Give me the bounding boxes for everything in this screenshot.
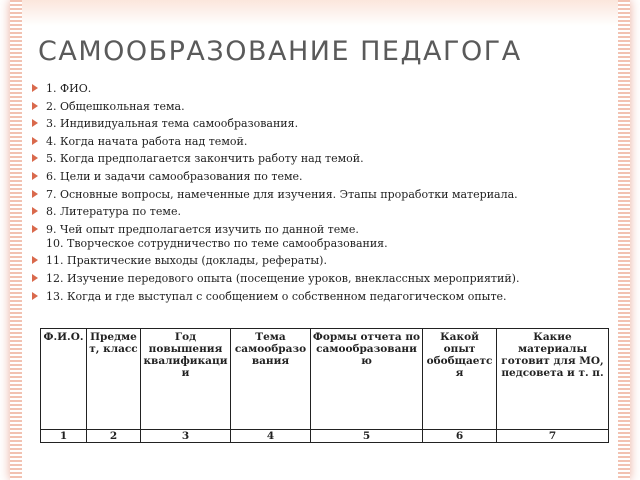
list-item (30, 205, 614, 219)
list-item-text: 1. ФИО. (46, 82, 92, 95)
bullet-icon (32, 207, 38, 215)
list-item-text: 12. Изучение передового опыта (посещение уроков, внеклассных мероприятий). (46, 271, 520, 285)
list-item (30, 223, 614, 251)
bullet-icon (32, 119, 38, 127)
bullet-icon (32, 225, 38, 233)
bullet-list (30, 82, 614, 307)
report-table (40, 328, 609, 443)
table-number-cell: 1 (41, 430, 87, 443)
bullet-icon (32, 256, 38, 264)
list-item (30, 82, 614, 96)
table-number-cell: 4 (231, 430, 311, 443)
table-number-cell: 7 (497, 430, 609, 443)
table-header-cell: Формы отчета по самообразованию (311, 329, 423, 430)
list-item-text: 4. Когда начата работа над темой. (46, 134, 248, 148)
list-item (30, 254, 614, 268)
bullet-icon (32, 84, 38, 92)
table-number-row (41, 430, 609, 443)
list-item-text: 8. Литература по теме. (46, 205, 181, 219)
bullet-icon (32, 190, 38, 198)
table-header-cell: Год повышения квалификации (141, 329, 231, 430)
table-header-cell: Ф.И.О. (41, 329, 87, 430)
list-item (30, 117, 614, 131)
list-item-text: 7. Основные вопросы, намеченные для изучения. Этапы проработки материала. (46, 187, 518, 201)
slide-title: САМООБРАЗОВАНИЕ ПЕДАГОГА (38, 36, 522, 67)
table-header-cell: Какой опыт обобщается (423, 329, 497, 430)
table-number-cell: 3 (141, 430, 231, 443)
table-header-cell: Какие материалы готовит для МО, педсовета и т. п. (497, 329, 609, 430)
list-item-text: 2. Общешкольная тема. (46, 99, 185, 113)
table-number-cell: 5 (311, 430, 423, 443)
list-item (30, 152, 614, 166)
list-item (30, 135, 614, 149)
bullet-icon (32, 292, 38, 300)
left-stripe (10, 0, 22, 480)
table-number-cell: 2 (87, 430, 141, 443)
top-bar (22, 0, 618, 26)
right-stripe (618, 0, 630, 480)
table-header-row (41, 329, 609, 430)
bullet-icon (32, 102, 38, 110)
list-item (30, 188, 614, 202)
bullet-icon (32, 154, 38, 162)
list-item-text: 3. Индивидуальная тема самообразования. (46, 117, 299, 131)
list-item-text: 11. Практические выходы (доклады, рефераты). (46, 254, 327, 268)
list-item-text: 6. Цели и задачи самообразования по теме. (46, 169, 303, 183)
list-item (30, 290, 614, 304)
list-item (30, 100, 614, 114)
bullet-icon (32, 137, 38, 145)
list-item (30, 170, 614, 184)
table-header-cell: Предмет, класс (87, 329, 141, 430)
list-item-text: 9. Чей опыт предполагается изучить по данной теме. (46, 222, 359, 236)
bullet-icon (32, 274, 38, 282)
bullet-icon (32, 172, 38, 180)
table-header-cell: Тема самообразования (231, 329, 311, 430)
list-item (30, 272, 614, 286)
list-item-text: 5. Когда предполагается закончить работу над темой. (46, 152, 364, 166)
table-number-cell: 6 (423, 430, 497, 443)
list-item-text: 10. Творческое сотрудничество по теме самообразования. (46, 236, 388, 250)
list-item-text: 13. Когда и где выступал с сообщением о собственном педагогическом опыте. (46, 289, 507, 303)
